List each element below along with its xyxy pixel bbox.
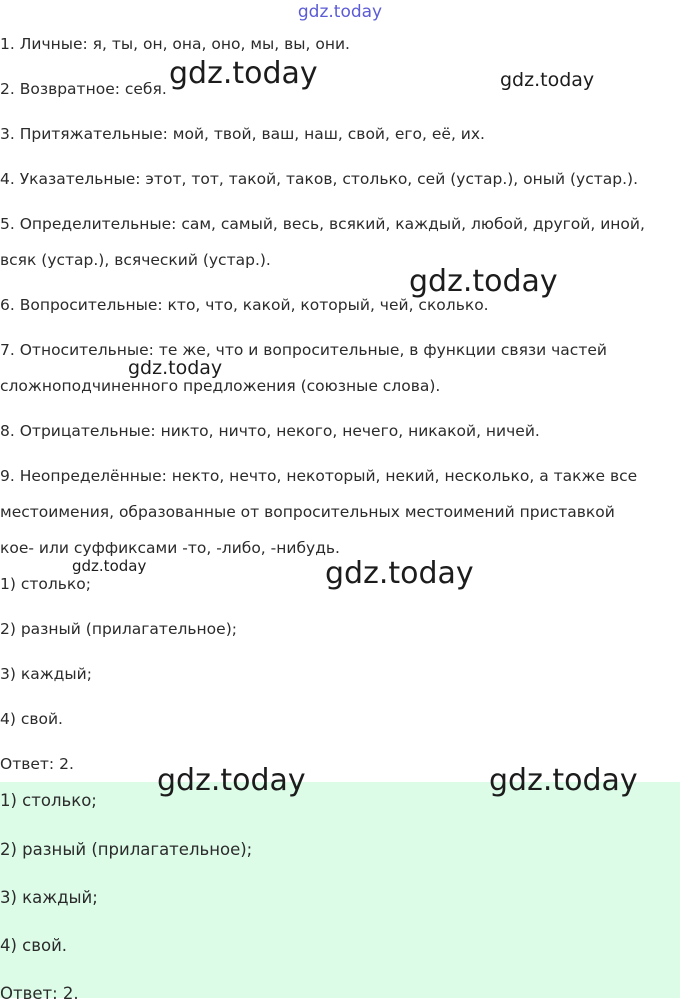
watermark: gdz.today	[157, 763, 306, 798]
answer-option: 1) столько;	[0, 791, 97, 810]
watermark: gdz.today	[72, 557, 147, 575]
answer-option: 3) каждый;	[0, 888, 98, 907]
option-line: 3) каждый;	[0, 665, 92, 683]
answer-option: 2) разный (прилагательное);	[0, 840, 253, 859]
text-line: 2. Возвратное: себя.	[0, 80, 167, 98]
text-line: 1. Личные: я, ты, он, она, оно, мы, вы, они.	[0, 35, 350, 53]
text-line: 6. Вопросительные: кто, что, какой, который, чей, сколько.	[0, 296, 489, 314]
text-line: сложноподчиненного предложения (союзные слова).	[0, 377, 441, 395]
option-line: 4) свой.	[0, 710, 63, 728]
text-line: 8. Отрицательные: никто, ничто, некого, нечего, никакой, ничей.	[0, 422, 540, 440]
text-line: всяк (устар.), всяческий (устар.).	[0, 251, 271, 269]
option-line: 1) столько;	[0, 575, 91, 593]
option-line: 2) разный (прилагательное);	[0, 620, 237, 638]
answer-option: 4) свой.	[0, 936, 68, 955]
answer-text: Ответ: 2.	[0, 755, 74, 773]
text-line: кое- или суффиксами -то, -либо, -нибудь.	[0, 539, 340, 557]
site-logo[interactable]: gdz.today	[297, 2, 383, 22]
watermark: gdz.today	[500, 69, 595, 91]
text-line: 3. Притяжательные: мой, твой, ваш, наш, свой, его, её, их.	[0, 125, 485, 143]
text-line: 5. Определительные: сам, самый, весь, всякий, каждый, любой, другой, иной,	[0, 215, 645, 233]
answer-final: Ответ: 2.	[0, 984, 79, 1003]
watermark: gdz.today	[128, 357, 223, 379]
text-line: местоимения, образованные от вопросительных местоимений приставкой	[0, 503, 615, 521]
text-line: 7. Относительные: те же, что и вопросительные, в функции связи частей	[0, 341, 607, 359]
watermark: gdz.today	[325, 556, 474, 591]
answer-block	[0, 782, 680, 998]
watermark: gdz.today	[489, 763, 638, 798]
text-line: 4. Указательные: этот, тот, такой, таков, столько, сей (устар.), оный (устар.).	[0, 170, 639, 188]
watermark: gdz.today	[409, 264, 558, 299]
text-line: 9. Неопределённые: некто, нечто, некоторый, некий, несколько, а также все	[0, 467, 638, 485]
watermark: gdz.today	[169, 56, 318, 91]
